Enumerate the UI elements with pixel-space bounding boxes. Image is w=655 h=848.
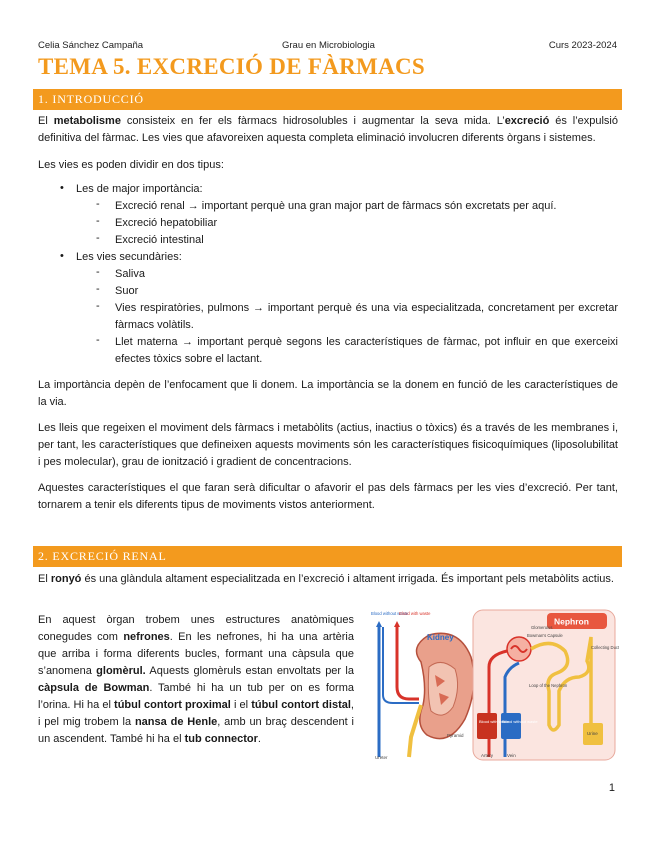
kidney-nephron-figure: [369, 607, 619, 764]
intro-paragraph-3: La importància depèn de l’enfocament que li donem. La importància se la donem en funció de les característiques de la via.: [38, 379, 618, 408]
figure-label: Ureter: [375, 755, 388, 760]
figure-label: Pyramid: [447, 733, 464, 738]
figure-label: Blood without waste: [371, 611, 409, 616]
section-heading-text: 1. INTRODUCCIÓ: [38, 92, 144, 106]
kidney-illustration: [371, 611, 474, 760]
list-item: Excreció hepatobiliar: [115, 217, 218, 229]
intro-paragraph-4: Les lleis que regeixen el moviment dels fàrmacs i metabòlits (actius, inactius o tòxics) és a través de les membranes i, per tant, les característiques que defineixen aquests moviments són les característiques fisicoquímiques (liposolubilitat i pes molecular), grau de ionització i gradient de concentracions.: [38, 422, 618, 468]
renal-paragraph-2: En aquest òrgan trobem unes estructures anatòmiques conegudes com nefrones. En les nefrones, hi ha una artèria que arriba i forma diferents bucles, formant una càpsula que s’anomena glomèrul. Aquests glomèruls estan envoltats per la càpsula de Bowman. També hi ha un tub per on es forma l’orina. Hi ha el túbul contort proximal i el túbul contort distal, i pel mig trobem la nansa de Henle, amb un braç descendent i un ascendent. També hi ha el tub connector.: [38, 614, 354, 745]
intro-paragraph-5: Aquestes característiques el que faran serà dificultar o afavorir el pas dels fàrmacs per les vies d’excreció. Per tant, tornarem a tenir els diferents tipus de moviments vistos anteriorment.: [38, 482, 618, 511]
figure-label: Vein: [507, 753, 516, 758]
renal-paragraph-1: El ronyó és una glàndula altament especialitzada en l’excreció i altament irrigada. És important pels metabòlits actius.: [38, 573, 614, 585]
figure-label: Blood with waste: [479, 719, 510, 724]
figure-label: Blood with waste: [399, 611, 431, 616]
section-heading-text: 2. EXCRECIÓ RENAL: [38, 549, 167, 563]
figure-label: Blood without waste: [502, 719, 538, 724]
list-item: Excreció intestinal: [115, 234, 204, 246]
bullet-icon: •: [60, 182, 64, 194]
page-number: 1: [608, 782, 615, 794]
intro-paragraph-2: Les vies es poden dividir en dos tipus:: [38, 159, 224, 171]
bullet-icon: •: [60, 250, 64, 262]
figure-label: Loop of the Nephron: [529, 683, 568, 688]
section-heading-excrecio-renal: [33, 546, 622, 567]
header-author: Celia Sánchez Campaña: [38, 40, 144, 51]
page-title: TEMA 5. EXCRECIÓ DE FÀRMACS: [38, 54, 425, 79]
figure-label-kidney: Kidney: [427, 633, 454, 642]
header-course: Curs 2023-2024: [548, 40, 617, 51]
list-label-secondary: Les vies secundàries:: [76, 251, 182, 263]
list-item: Excreció renal → important perquè una gran major part de fàrmacs són excretats per aquí.: [115, 200, 557, 212]
list-item: Llet materna → important perquè segons les característiques de fàrmac, pot influir en que exerceixi efectes tòxics sobre el lactant.: [115, 336, 618, 365]
section-heading-introduccio: [33, 89, 622, 110]
intro-paragraph-1: El metabolisme consisteix en fer els fàrmacs hidrosolubles i augmentar la seva mida. L’excreció és l’expulsió definitiva del fàrmac. Les vies que afavoreixen aquesta completa eliminació involucren diferents òrgans i sistemes.: [38, 115, 618, 144]
list-item: Saliva: [115, 268, 145, 280]
figure-label: Artery: [481, 753, 494, 758]
nephron-illustration: [473, 610, 619, 760]
list-label-major: Les de major importància:: [76, 183, 203, 195]
list-item: Vies respiratòries, pulmons → important perquè és una via especialitzada, concretament per excretar fàrmacs volàtils.: [115, 302, 618, 331]
figure-label: Collecting Duct: [591, 645, 619, 650]
figure-label: Urine: [587, 731, 598, 736]
header-degree: Grau en Microbiologia: [282, 40, 375, 51]
figure-label-nephron: Nephron: [554, 616, 589, 627]
list-item: Suor: [115, 285, 139, 297]
figure-label: Bowman's Capsule: [527, 633, 563, 638]
figure-label: Glomerulus: [531, 625, 553, 630]
